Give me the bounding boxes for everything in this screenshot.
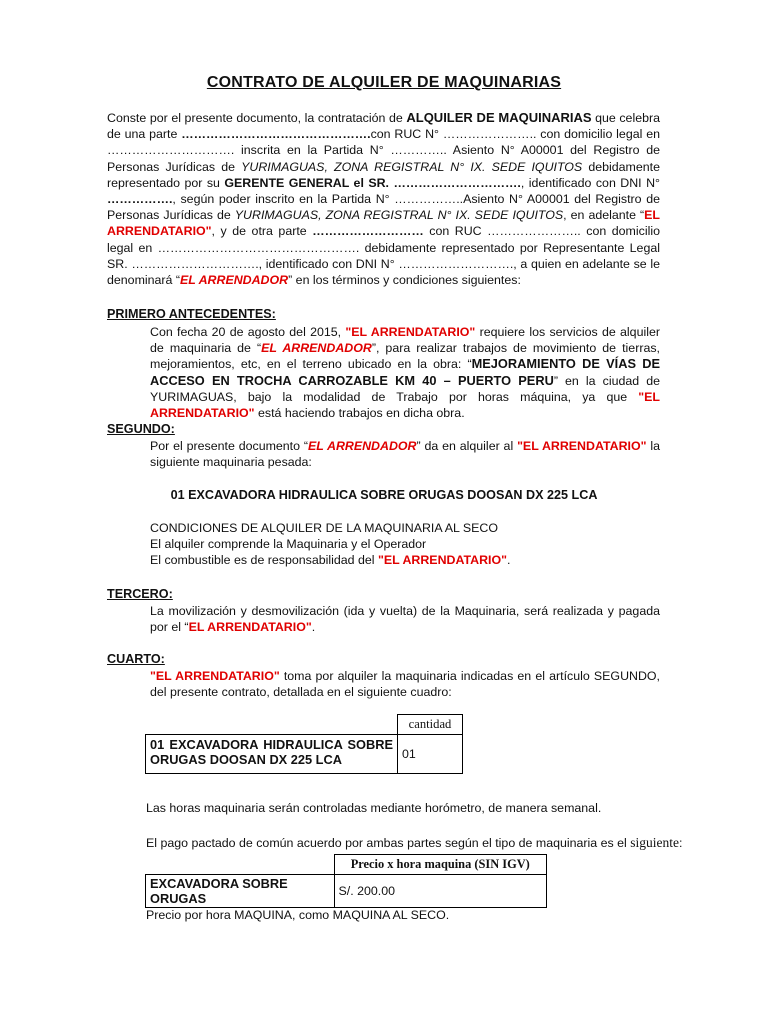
rental-conditions	[150, 520, 510, 568]
segundo-paragraph: Por el presente documento “EL ARRENDADOR” da en alquiler al "EL ARRENDATARIO" la siguiente maquinaria pesada:	[150, 439, 660, 470]
condition-item: El combustible es de responsabilidad del "EL ARRENDATARIO".	[150, 553, 511, 567]
price-header: Precio x hora maquina (SIN IGV)	[334, 855, 547, 875]
section-heading-cuarto: CUARTO:	[107, 652, 165, 666]
tercero-paragraph: La movilización y desmovilización (ida y vuelta) de la Maquinaria, será realizada y pagada por el “EL ARRENDATARIO".	[150, 604, 660, 635]
machine-type-cell: EXCAVADORA SOBRE ORUGAS	[146, 875, 335, 908]
condition-heading: CONDICIONES DE ALQUILER DE LA MAQUINARIA AL SECO	[150, 521, 498, 535]
quantity-header: cantidad	[398, 715, 463, 735]
payment-note: El pago pactado de común acuerdo por ambas partes según el tipo de maquinaria es el siguiente:	[146, 835, 683, 850]
hours-note: Las horas maquinaria serán controladas mediante horómetro, de manera semanal.	[146, 801, 602, 815]
section-heading-tercero: TERCERO:	[107, 587, 173, 601]
price-cell: S/. 200.00	[334, 875, 547, 908]
section-heading-segundo: SEGUNDO:	[107, 422, 175, 436]
machinery-quantity-table	[145, 714, 463, 774]
primero-paragraph: Con fecha 20 de agosto del 2015, "EL ARRENDATARIO" requiere los servicios de alquiler de maquinaria de “EL ARRENDADOR”, para realizar trabajos de movimiento de tierras, mejoramientos, etc, en el terreno ubicado en la obra: “MEJORAMIENTO DE VÍAS DE ACCESO EN TROCHA CARROZABLE KM 40 – PUERTO PERU” en la ciudad de YURIMAGUAS, bajo la modalidad de Trabajo por horas máquina, ya que "EL ARRENDATARIO" está haciendo trabajos en dicha obra.	[150, 325, 661, 421]
condition-item: El alquiler comprende la Maquinaria y el Operador	[150, 537, 427, 551]
intro-paragraph: Conste por el presente documento, la contratación de ALQUILER DE MAQUINARIAS que celebra de una parte ……………………………………….con RUC N° ………………….. con domicilio legal en …………………………. inscrita en la Partida N° ………….. Asiento N° A00001 del Registro de Personas Jurídicas de YURIMAGUAS, ZONA REGISTRAL N° IX. SEDE IQUITOS debidamente representado por su GERENTE GENERAL el SR. …………………………., identificado con DNI N° ……………., según poder inscrito en la Partida N° ……………..Asiento N° A00001 del Registro de Personas Jurídicas de YURIMAGUAS, ZONA REGISTRAL N° IX. SEDE IQUITOS, en adelante “EL ARRENDATARIO", y de otra parte ……………………… con RUC ………………….. con domicilio legal en …………………………………………. debidamente representado por Representante Legal SR. …………………………., identificado con DNI N° ………………………., a quien en adelante se le denominará “EL ARRENDADOR” en los términos y condiciones siguientes:	[107, 110, 661, 288]
machine-cell: 01 EXCAVADORA HIDRAULICA SOBRE ORUGAS DOOSAN DX 225 LCA	[146, 735, 398, 774]
cuarto-paragraph: "EL ARRENDATARIO" toma por alquiler la maquinaria indicadas en el artículo SEGUNDO, del presente contrato, detallada en el siguiente cuadro:	[150, 669, 660, 700]
price-note: Precio por hora MAQUINA, como MAQUINA AL SECO.	[146, 908, 450, 922]
price-table	[145, 854, 547, 908]
machine-title: 01 EXCAVADORA HIDRAULICA SOBRE ORUGAS DOOSAN DX 225 LCA	[170, 488, 598, 502]
section-heading-primero: PRIMERO ANTECEDENTES:	[107, 307, 276, 321]
quantity-cell: 01	[398, 735, 463, 774]
document-title: CONTRATO DE ALQUILER DE MAQUINARIAS	[206, 74, 562, 91]
